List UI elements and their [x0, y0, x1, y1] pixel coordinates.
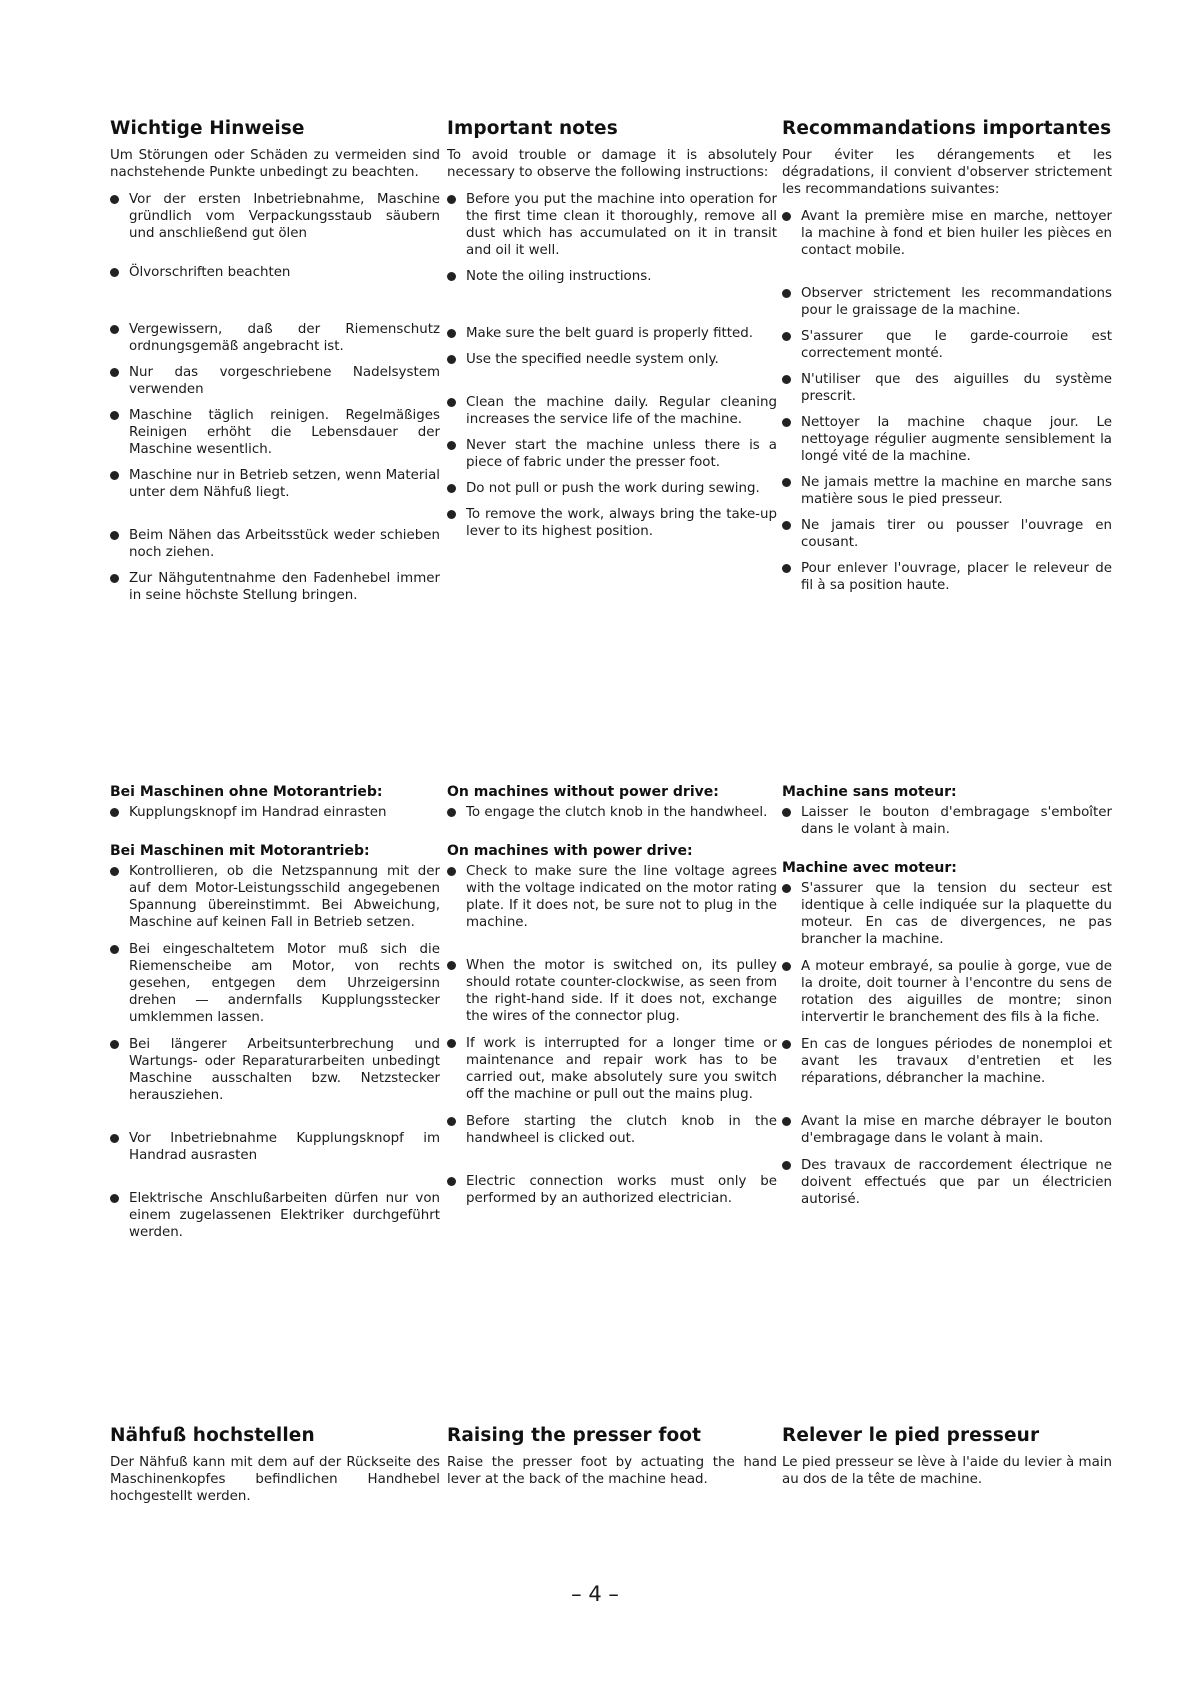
drive-de-column: [110, 784, 440, 1241]
presser-foot-de-title: Nähfuß hochstellen: [110, 1425, 315, 1446]
bullet-icon: [447, 441, 456, 450]
bullet-icon: [110, 325, 119, 334]
bullet-icon: [110, 867, 119, 876]
bullet-icon: [110, 268, 119, 277]
presser-foot-en-title: Raising the presser foot: [447, 1425, 702, 1446]
notes-fr-item: N'utiliser que des aiguilles du système prescrit.: [782, 371, 1112, 405]
bullet-icon: [782, 478, 791, 487]
drive-fr-item: Avant la mise en marche débrayer le bouton d'embragage dans le volant à main.: [782, 1113, 1112, 1147]
bullet-icon: [110, 945, 119, 954]
bullet-icon: [447, 484, 456, 493]
drive-de-item: Kupplungsknopf im Handrad einrasten: [110, 804, 440, 821]
bullet-icon: [447, 1117, 456, 1126]
bullet-icon: [447, 510, 456, 519]
bullet-icon: [782, 808, 791, 817]
notes-de-title: Wichtige Hinweise: [110, 118, 305, 139]
notes-de-item: Nur das vorgeschriebene Nadelsystem verwenden: [110, 364, 440, 398]
notes-en-item: Before you put the machine into operation for the first time clean it thoroughly, remove all dust which has accumulated on it in transit and oil it well.: [447, 191, 777, 259]
bullet-icon: [782, 962, 791, 971]
notes-fr-item: Observer strictement les recommandations pour le graissage de la machine.: [782, 285, 1112, 319]
bullet-icon: [110, 531, 119, 540]
drive-de-item: Bei eingeschaltetem Motor muß sich die Riemenscheibe am Motor, von rechts gesehen, entgegen dem Uhrzeigersinn drehen — andernfalls Kupplungsstecker umklemmen lassen.: [110, 941, 440, 1026]
bullet-icon: [447, 398, 456, 407]
notes-de-item: Maschine täglich reinigen. Regelmäßiges Reinigen erhöht die Lebensdauer der Maschine wesentlich.: [110, 407, 440, 458]
bullet-icon: [782, 289, 791, 298]
notes-de-item: Ölvorschriften beachten: [110, 264, 440, 281]
notes-de-item: Beim Nähen das Arbeitsstück weder schieben noch ziehen.: [110, 527, 440, 561]
notes-fr-item: Ne jamais tirer ou pousser l'ouvrage en cousant.: [782, 517, 1112, 551]
bullet-icon: [447, 867, 456, 876]
drive-fr-item: A moteur embrayé, sa poulie à gorge, vue de la droite, doit tourner à l'encontre du sens de rotation des aiguilles de montre; sinon intervertir le branchement des fils à la fiche.: [782, 958, 1112, 1026]
bullet-icon: [447, 1177, 456, 1186]
bullet-icon: [447, 355, 456, 364]
notes-en-item: Do not pull or push the work during sewing.: [447, 480, 777, 497]
notes-fr-intro: Pour éviter les dérangements et les dégradations, il convient d'observer strictement les recommandations suivantes:: [782, 148, 1112, 197]
presser-foot-en-column: [447, 1425, 777, 1488]
bullet-icon: [782, 564, 791, 573]
drive-de-item: Kontrollieren, ob die Netzspannung mit der auf dem Motor-Leistungsschild angegebenen Spannung übereinstimmt. Bei Abweichung, Maschine auf keinen Fall in Betrieb setzen.: [110, 863, 440, 931]
bullet-icon: [110, 574, 119, 583]
bullet-icon: [447, 808, 456, 817]
drive-en-item: Before starting the clutch knob in the handwheel is clicked out.: [447, 1113, 777, 1147]
bullet-icon: [782, 1117, 791, 1126]
notes-en-item: Make sure the belt guard is properly fitted.: [447, 325, 777, 342]
presser-foot-de-column: [110, 1425, 440, 1505]
drive-fr-item: Laisser le bouton d'embragage s'emboîter dans le volant à main.: [782, 804, 1112, 838]
drive-fr-item: En cas de longues périodes de nonemploi et avant les travaux d'entretien et les réparations, débrancher la machine.: [782, 1036, 1112, 1087]
notes-fr-item: Avant la première mise en marche, nettoyer la machine à fond et bien huiler les pièces en contact mobile.: [782, 208, 1112, 259]
bullet-icon: [782, 1161, 791, 1170]
notes-fr-item: Pour enlever l'ouvrage, placer le releveur de fil à sa position haute.: [782, 560, 1112, 594]
bullet-icon: [447, 1039, 456, 1048]
drive-en-item: When the motor is switched on, its pulley should rotate counter-clockwise, as seen from the right-hand side. If it does not, exchange the wires of the connector plug.: [447, 957, 777, 1025]
drive-de-item: Bei längerer Arbeitsunterbrechung und Wartungs- oder Reparaturarbeiten unbedingt Maschine ausschalten bzw. Netzstecker herausziehen.: [110, 1036, 440, 1104]
notes-fr-item: Nettoyer la machine chaque jour. Le nettoyage régulier augmente sensiblement la longé vité de la machine.: [782, 414, 1112, 465]
bullet-icon: [110, 808, 119, 817]
bullet-icon: [782, 884, 791, 893]
notes-en-title: Important notes: [447, 118, 618, 139]
bullet-icon: [782, 375, 791, 384]
drive-en-column: [447, 784, 777, 1207]
notes-de-item: Vor der ersten Inbetriebnahme, Maschine gründlich vom Verpackungsstaub säubern und anschließend gut ölen: [110, 191, 440, 242]
drive-en-heading-without: On machines without power drive:: [447, 784, 719, 800]
drive-fr-column: [782, 784, 1112, 1208]
notes-de-item: Zur Nähgutentnahme den Fadenhebel immer in seine höchste Stellung bringen.: [110, 570, 440, 604]
bullet-icon: [782, 1040, 791, 1049]
page-number: – 4 –: [571, 1582, 619, 1606]
notes-de-item: Maschine nur in Betrieb setzen, wenn Material unter dem Nähfuß liegt.: [110, 467, 440, 501]
notes-en-item: Note the oiling instructions.: [447, 268, 777, 285]
presser-foot-fr-text: Le pied presseur se lève à l'aide du levier à main au dos de la tête de machine.: [782, 1455, 1112, 1487]
notes-fr-item: Ne jamais mettre la machine en marche sans matière sous le pied presseur.: [782, 474, 1112, 508]
bullet-icon: [782, 212, 791, 221]
drive-en-item: To engage the clutch knob in the handwheel.: [447, 804, 777, 821]
notes-en-item: Clean the machine daily. Regular cleaning increases the service life of the machine.: [447, 394, 777, 428]
drive-en-item: Check to make sure the line voltage agrees with the voltage indicated on the motor rating plate. If it does not, be sure not to plug in the machine.: [447, 863, 777, 931]
presser-foot-de-text: Der Nähfuß kann mit dem auf der Rückseite des Maschinenkopfes befindlichen Handhebel hochgestellt werden.: [110, 1455, 440, 1504]
drive-de-item: Elektrische Anschlußarbeiten dürfen nur von einem zugelassenen Elektriker durchgeführt werden.: [110, 1190, 440, 1241]
drive-fr-heading-with: Machine avec moteur:: [782, 860, 957, 876]
notes-fr-item: S'assurer que le garde-courroie est correctement monté.: [782, 328, 1112, 362]
notes-de-column: [110, 118, 440, 604]
drive-fr-item: Des travaux de raccordement électrique ne doivent effectués que par un électricien autorisé.: [782, 1157, 1112, 1208]
drive-en-item: If work is interrupted for a longer time or maintenance and repair work has to be carried out, make absolutely sure you switch off the machine or pull out the mains plug.: [447, 1035, 777, 1103]
bullet-icon: [447, 195, 456, 204]
drive-fr-item: S'assurer que la tension du secteur est identique à celle indiquée sur la plaquette du moteur. En cas de divergences, ne pas brancher la machine.: [782, 880, 1112, 948]
notes-de-item: Vergewissern, daß der Riemenschutz ordnungsgemäß angebracht ist.: [110, 321, 440, 355]
notes-en-item: Never start the machine unless there is a piece of fabric under the presser foot.: [447, 437, 777, 471]
bullet-icon: [447, 272, 456, 281]
bullet-icon: [782, 332, 791, 341]
drive-de-item: Vor Inbetriebnahme Kupplungsknopf im Handrad ausrasten: [110, 1130, 440, 1164]
notes-fr-title: Recommandations importantes: [782, 118, 1112, 139]
bullet-icon: [110, 1134, 119, 1143]
presser-foot-fr-title: Relever le pied presseur: [782, 1425, 1040, 1446]
bullet-icon: [110, 368, 119, 377]
bullet-icon: [110, 411, 119, 420]
notes-fr-column: [782, 118, 1112, 594]
notes-de-intro: Um Störungen oder Schäden zu vermeiden sind nachstehende Punkte unbedingt zu beachten.: [110, 148, 440, 180]
bullet-icon: [110, 471, 119, 480]
drive-fr-heading-without: Machine sans moteur:: [782, 784, 957, 800]
bullet-icon: [782, 521, 791, 530]
drive-de-heading-with: Bei Maschinen mit Motorantrieb:: [110, 843, 370, 859]
notes-en-item: Use the specified needle system only.: [447, 351, 777, 368]
drive-en-item: Electric connection works must only be performed by an authorized electrician.: [447, 1173, 777, 1207]
drive-en-heading-with: On machines with power drive:: [447, 843, 693, 859]
presser-foot-fr-column: [782, 1425, 1112, 1488]
bullet-icon: [110, 1194, 119, 1203]
bullet-icon: [447, 961, 456, 970]
presser-foot-en-text: Raise the presser foot by actuating the hand lever at the back of the machine head.: [447, 1455, 777, 1487]
drive-de-heading-without: Bei Maschinen ohne Motorantrieb:: [110, 784, 383, 800]
notes-en-intro: To avoid trouble or damage it is absolutely necessary to observe the following instructions:: [447, 148, 777, 180]
notes-en-column: [447, 118, 777, 540]
bullet-icon: [110, 195, 119, 204]
bullet-icon: [110, 1040, 119, 1049]
bullet-icon: [782, 418, 791, 427]
notes-en-item: To remove the work, always bring the take-up lever to its highest position.: [447, 506, 777, 540]
bullet-icon: [447, 329, 456, 338]
